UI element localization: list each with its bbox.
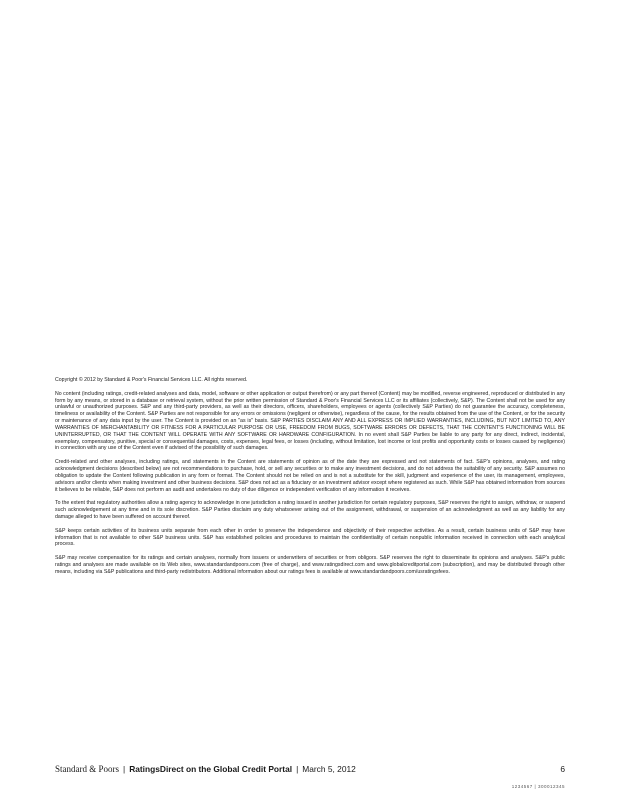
disclaimer-paragraph: No content (including ratings, credit-related analyses and data, model, software or other application or output therefrom) or any part thereof (Content) may be modified, reverse engineered, reproduced or distributed in any form by any means, or stored in a database or retrieval system, without the prior written permission of Standard & Poor's Financial Services LLC or its affiliates (collectively, S&P). The Content shall not be used for any unlawful or unauthorized purposes. S&P and any third-party providers, as well as their directors, officers, shareholders, employees or agents (collectively S&P Parties) do not guarantee the accuracy, completeness, timeliness or availability of the Content. S&P Parties are not responsible for any errors or omissions (negligent or otherwise), regardless of the cause, for the results obtained from the use of the Content, or for the security or maintenance of any data input by the user. The Content is provided on an "as is" basis. S&P PARTIES DISCLAIM ANY AND ALL EXPRESS OR IMPLIED WARRANTIES, INCLUDING, BUT NOT LIMITED TO, ANY WARRANTIES OF MERCHANTABILITY OR FITNESS FOR A PARTICULAR PURPOSE OR USE, FREEDOM FROM BUGS, SOFTWARE ERRORS OR DEFECTS, THAT THE CONTENT'S FUNCTIONING WILL BE UNINTERRUPTED, OR THAT THE CONTENT WILL OPERATE WITH ANY SOFTWARE OR HARDWARE CONFIGURATION. In no event shall S&P Parties be liable to any party for any direct, indirect, incidental, exemplary, compensatory, punitive, special or consequential damages, costs, expenses, legal fees, or losses (including, without limitation, lost income or lost profits and opportunity costs or losses caused by negligence) in connection with any use of the Content even if advised of the possibility of such damages. xyxy=(55,390,565,452)
copyright-notice: Copyright © 2012 by Standard & Poor's Financial Services LLC. All rights reserved. xyxy=(55,377,248,383)
document-id: 1234567 | 300012345 xyxy=(511,784,565,789)
disclaimer-paragraph: Credit-related and other analyses, including ratings, and statements in the Content are statements of opinion as of the date they are expressed and not statements of fact. S&P's opinions, analyses, and rating acknowledgment decisions (described below) are not recommendations to purchase, hold, or sell any securities or to make any investment decisions, and do not address the suitability of any security. S&P assumes no obligation to update the Content following publication in any form or format. The Content should not be relied on and is not a substitute for the skill, judgment and experience of the user, its management, employees, advisors and/or clients when making investment and other business decisions. S&P does not act as a fiduciary or an investment advisor except where registered as such. While S&P has obtained information from sources it believes to be reliable, S&P does not perform an audit and undertakes no duty of due diligence or independent verification of any information it receives. xyxy=(55,459,565,493)
footer-date: March 5, 2012 xyxy=(302,764,356,774)
footer-brand: Standard & Poors xyxy=(55,764,119,774)
page-footer xyxy=(55,763,565,775)
disclaimer-paragraph: S&P may receive compensation for its ratings and certain analyses, normally from issuers or underwriters of securities or from obligors. S&P reserves the right to disseminate its opinions and analyses. S&P's public ratings and analyses are made available on its Web sites, www.standardandpoors.com (free of charge), and www.ratingsdirect.com and www.globalcreditportal.com (subscription), and may be distributed through other means, including via S&P publications and third-party redistributors. Additional information about our ratings fees is available at www.standardandpoors.com/usratingsfees. xyxy=(55,555,565,575)
page-number: 6 xyxy=(560,764,565,774)
footer-separator: | xyxy=(123,764,126,774)
disclaimer-paragraph: To the extent that regulatory authorities allow a rating agency to acknowledge in one jurisdiction a rating issued in another jurisdiction for certain regulatory purposes, S&P reserves the right to assign, withdraw, or suspend such acknowledgement at any time and in its sole discretion. S&P Parties disclaim any duty whatsoever arising out of the assignment, withdrawal, or suspension of an acknowledgment as well as any liability for any damage alleged to have been suffered on account thereof. xyxy=(55,500,565,521)
disclaimer xyxy=(55,377,565,583)
footer-publication: RatingsDirect on the Global Credit Portal xyxy=(129,764,293,774)
footer-separator: | xyxy=(296,764,299,774)
disclaimer-paragraph: S&P keeps certain activities of its business units separate from each other in order to preserve the independence and objectivity of their respective activities. As a result, certain business units of S&P may have information that is not available to other S&P business units. S&P has established policies and procedures to maintain the confidentiality of certain nonpublic information received in connection with each analytical process. xyxy=(55,527,565,548)
